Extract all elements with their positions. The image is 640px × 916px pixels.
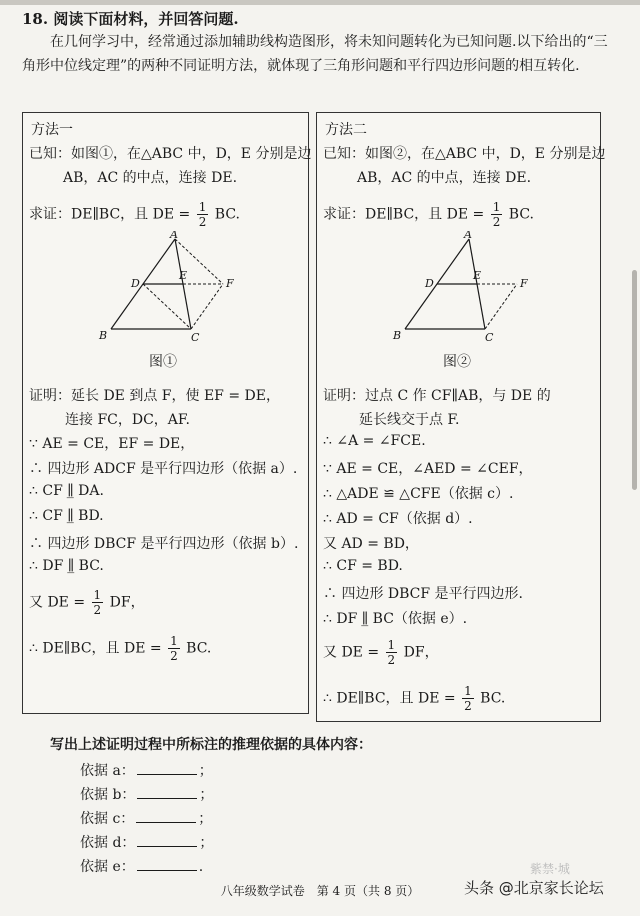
method2-proof-2: 延长线交于点 F.: [359, 412, 460, 428]
basis-b-row: [80, 784, 213, 804]
basis-d-label: 依据 d：: [80, 835, 136, 851]
basis-b-label: 依据 b：: [80, 787, 136, 803]
method1-proof-7: ∴ 四边形 DBCF 是平行四边形（依据 b）.: [29, 536, 299, 552]
method1-prove-tail: BC.: [214, 206, 241, 223]
fig2-label-b: B: [393, 329, 402, 342]
method1-conclusion-1: [29, 589, 145, 616]
fraction-denominator: 2: [387, 653, 396, 667]
fraction-denominator: 2: [492, 215, 501, 229]
method2-proof-8: ∴ CF = BD.: [323, 558, 403, 574]
fig1-label-b: B: [99, 329, 108, 342]
method1-proof-3: ∵ AE = CE，EF = DE，: [29, 436, 195, 452]
method2-proof-3: ∴ ∠A = ∠FCE.: [323, 433, 426, 449]
fig1-label-f: F: [226, 277, 234, 290]
method1-panel: [22, 112, 312, 714]
method1-proof-2: 连接 FC，DC，AF.: [65, 412, 190, 428]
basis-a-end: ；: [198, 763, 213, 779]
method2-concl2-tail: BC.: [480, 690, 506, 707]
basis-e-label: 依据 e：: [80, 859, 135, 875]
method2-conclusion-1: [323, 639, 439, 666]
method2-given-line1: 已知：如图②，在△ABC 中，D，E 分别是边: [323, 146, 606, 162]
fraction-numerator: 1: [93, 588, 102, 602]
method2-proof-9: ∴ 四边形 DBCF 是平行四边形.: [323, 586, 523, 602]
basis-a-label: 依据 a：: [80, 763, 135, 779]
method1-given-line1: 已知：如图①，在△ABC 中，D，E 分别是边: [29, 146, 312, 162]
figure1-caption: 图①: [149, 354, 177, 370]
method1-title: 方法一: [31, 122, 73, 138]
method1-proof-8: ∴ DF ∥̲ BC.: [29, 558, 104, 574]
basis-d-row: [80, 832, 213, 852]
fraction-denominator: 2: [464, 699, 472, 713]
basis-a-row: [80, 760, 213, 780]
method2-concl1-tail: DF，: [403, 644, 439, 661]
fig2-label-a: A: [464, 231, 472, 241]
basis-c-blank[interactable]: [136, 810, 196, 823]
fraction-half: [386, 639, 398, 666]
basis-a-blank[interactable]: [137, 762, 197, 775]
fig1-label-c: C: [191, 331, 200, 343]
method2-proof-7: 又 AD = BD，: [323, 536, 419, 552]
basis-d-end: ；: [199, 835, 214, 851]
basis-c-end: ；: [198, 811, 213, 827]
method1-proof-5: ∴ CF ∥̲ DA.: [29, 483, 104, 499]
method2-proof-10: ∴ DF ∥̲ BC（依据 e）.: [323, 611, 468, 627]
method1-concl2-tail: BC.: [186, 640, 212, 657]
figure1-diagram: [93, 231, 253, 343]
faint-watermark: 紫禁·城: [530, 862, 570, 876]
fig2-label-c: C: [485, 331, 494, 343]
method1-concl1-tail: DF，: [109, 594, 145, 611]
method2-given-line2: AB，AC 的中点，连接 DE.: [357, 170, 532, 186]
method2-prove-tail: BC.: [508, 206, 535, 223]
fig2-label-f: F: [520, 277, 528, 290]
fraction-half: [491, 201, 503, 228]
basis-e-end: .: [198, 859, 204, 875]
fraction-numerator: 1: [387, 638, 396, 652]
method2-proof-6: ∴ AD = CF（依据 d）.: [323, 511, 473, 527]
fraction-half: [168, 635, 180, 662]
basis-e-row: [80, 856, 203, 876]
fig1-segment-cf: [191, 284, 223, 329]
fraction-numerator: 1: [198, 200, 207, 214]
fig2-label-e: E: [473, 269, 482, 282]
basis-b-blank[interactable]: [137, 786, 197, 799]
fig1-label-a: A: [170, 231, 178, 241]
question-intro: 在几何学习中，经常通过添加辅助线构造图形，将未知问题转化为已知问题.以下给出的“三角形中位线定理”的两种不同证明方法，就体现了三角形问题和平行四边形问题的相互转化.: [22, 34, 608, 74]
fraction-half: [92, 589, 104, 616]
scrollbar[interactable]: [632, 270, 637, 490]
top-strip: [0, 0, 640, 5]
method2-concl2-text: ∴ DE∥BC，且 DE =: [323, 690, 456, 707]
figure2-diagram: [387, 231, 547, 343]
fraction-denominator: 2: [93, 603, 102, 617]
method1-given-line2: AB，AC 的中点，连接 DE.: [63, 170, 238, 186]
method1-concl2-text: ∴ DE∥BC，且 DE =: [29, 640, 162, 657]
method1-prove-text: 求证：DE∥BC，且 DE =: [29, 206, 191, 223]
method2-prove-text: 求证：DE∥BC，且 DE =: [323, 206, 485, 223]
basis-b-end: ；: [199, 787, 214, 803]
fig2-segment-cf: [485, 284, 517, 329]
method1-prove: [29, 201, 240, 228]
fraction-half: [462, 685, 474, 712]
page-footer: 八年级数学试卷 第 4 页（共 8 页）: [220, 884, 420, 898]
method2-conclusion-2: [323, 685, 505, 712]
method1-concl1-text: 又 DE =: [29, 594, 86, 611]
method1-conclusion-2: [29, 635, 211, 662]
fraction-numerator: 1: [170, 634, 178, 648]
fraction-half: [197, 201, 209, 228]
task-instruction: 写出上述证明过程中所标注的推理依据的具体内容：: [50, 737, 372, 753]
basis-e-blank[interactable]: [137, 858, 197, 871]
basis-c-label: 依据 c：: [80, 811, 135, 827]
fig2-label-d: D: [425, 277, 434, 290]
method2-panel: [316, 112, 606, 722]
fraction-denominator: 2: [198, 215, 207, 229]
fraction-denominator: 2: [170, 649, 178, 663]
figure2-caption: 图②: [443, 354, 471, 370]
basis-c-row: [80, 808, 212, 828]
method1-proof-4: ∴ 四边形 ADCF 是平行四边形（依据 a）.: [29, 461, 298, 477]
method2-proof-1: 证明：过点 C 作 CF∥AB，与 DE 的: [323, 388, 551, 404]
method2-prove: [323, 201, 534, 228]
source-watermark: 头条 @北京家长论坛: [464, 879, 604, 897]
method2-proof-4: ∵ AE = CE，∠AED = ∠CEF，: [323, 461, 533, 477]
fraction-numerator: 1: [492, 200, 501, 214]
question-header: 18. 阅读下面材料，并回答问题.: [22, 10, 239, 28]
method2-concl1-text: 又 DE =: [323, 644, 380, 661]
basis-d-blank[interactable]: [137, 834, 197, 847]
fraction-numerator: 1: [464, 684, 472, 698]
method1-proof-1: 证明：延长 DE 到点 F，使 EF = DE，: [29, 388, 280, 404]
method1-proof-6: ∴ CF ∥̲ BD.: [29, 508, 104, 524]
fig1-label-e: E: [179, 269, 188, 282]
fig1-label-d: D: [131, 277, 140, 290]
method2-proof-5: ∴ △ADE ≌ △CFE（依据 c）.: [323, 486, 514, 502]
method2-title: 方法二: [325, 122, 367, 138]
